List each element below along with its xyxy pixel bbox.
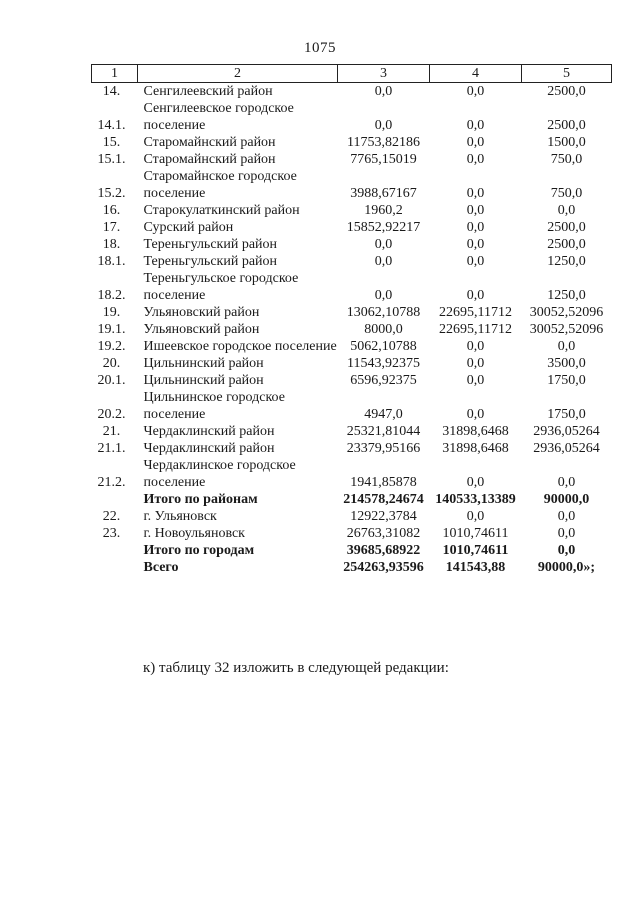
table-row xyxy=(92,270,612,304)
row-col-3: 11543,92375 xyxy=(347,356,420,371)
table-row xyxy=(92,321,612,338)
row-name: Тереньгульский район xyxy=(143,237,278,252)
row-col-4: 0,0 xyxy=(466,84,485,99)
row-col-3: 0,0 xyxy=(374,254,393,269)
row-col-3: 3988,67167 xyxy=(350,186,417,201)
row-name: Чердаклинский район xyxy=(143,424,275,439)
row-col-5: 0,0 xyxy=(557,543,576,558)
row-col-5: 750,0 xyxy=(550,152,583,167)
header-col-3: 3 xyxy=(338,65,430,83)
row-col-3: 4947,0 xyxy=(364,407,403,422)
row-col-5: 1250,0 xyxy=(547,254,586,269)
row-col-5: 1750,0 xyxy=(547,373,586,388)
row-number: 15.2. xyxy=(97,186,126,201)
row-number: 19.1. xyxy=(97,322,126,337)
row-col-4: 0,0 xyxy=(466,288,485,303)
table-row xyxy=(92,338,612,355)
table-row xyxy=(92,168,612,202)
footer-text: к) таблицу 32 изложить в следующей редакции: xyxy=(143,660,449,676)
table-row xyxy=(92,83,612,101)
row-name: Старомайнское городское поселение xyxy=(143,169,297,201)
table-row xyxy=(92,304,612,321)
header-col-4: 4 xyxy=(430,65,522,83)
row-col-3: 8000,0 xyxy=(364,322,403,337)
header-col-5: 5 xyxy=(522,65,612,83)
row-col-4: 0,0 xyxy=(466,152,485,167)
row-name: Итого по городам xyxy=(143,543,255,558)
table-row xyxy=(92,100,612,134)
row-col-3: 0,0 xyxy=(374,288,393,303)
row-col-5: 1750,0 xyxy=(547,407,586,422)
row-col-4: 22695,11712 xyxy=(439,322,512,337)
row-number: 20. xyxy=(102,356,121,371)
table-row xyxy=(92,219,612,236)
row-col-4: 0,0 xyxy=(466,186,485,201)
row-col-5: 1500,0 xyxy=(547,135,586,150)
row-col-3: 15852,92217 xyxy=(346,220,421,235)
row-col-3: 5062,10788 xyxy=(350,339,417,354)
row-col-5: 2936,05264 xyxy=(533,441,600,456)
row-number: 22. xyxy=(102,509,121,524)
table-row xyxy=(92,151,612,168)
row-name: Ишеевское городское поселение xyxy=(143,339,337,354)
row-col-3: 0,0 xyxy=(374,118,393,133)
row-number: 18. xyxy=(102,237,121,252)
row-col-3: 23379,95166 xyxy=(346,441,421,456)
row-name: Цильнинский район xyxy=(143,373,264,388)
row-col-4: 0,0 xyxy=(466,135,485,150)
row-number xyxy=(92,542,138,559)
row-name: г. Новоульяновск xyxy=(143,526,245,541)
row-name: Сенгилеевское городское поселение xyxy=(143,101,294,133)
row-name: Тереньгульский район xyxy=(143,254,278,269)
row-number: 23. xyxy=(102,526,121,541)
row-col-3: 0,0 xyxy=(374,84,393,99)
row-col-5: 750,0 xyxy=(550,186,583,201)
row-number: 19. xyxy=(102,305,121,320)
row-col-5: 0,0 xyxy=(557,339,576,354)
row-number: 17. xyxy=(102,220,121,235)
row-col-3: 25321,81044 xyxy=(346,424,421,439)
row-name: Итого по районам xyxy=(143,492,258,507)
row-name: Цильнинское городское поселение xyxy=(143,390,285,422)
row-col-4: 31898,6468 xyxy=(442,424,509,439)
row-col-3: 1941,85878 xyxy=(350,475,417,490)
row-col-5: 3500,0 xyxy=(547,356,586,371)
table-row xyxy=(92,559,612,576)
row-col-5: 2936,05264 xyxy=(533,424,600,439)
row-number: 18.2. xyxy=(97,288,126,303)
row-name: г. Ульяновск xyxy=(143,509,217,524)
row-col-5: 30052,52096 xyxy=(529,322,604,337)
row-col-5: 2500,0 xyxy=(547,220,586,235)
row-col-4: 0,0 xyxy=(466,254,485,269)
row-col-4: 141543,88 xyxy=(445,560,506,575)
row-name: Старомайнский район xyxy=(143,135,276,150)
row-col-5: 90000,0»; xyxy=(537,560,596,575)
header-col-1: 1 xyxy=(92,65,138,83)
row-col-4: 0,0 xyxy=(466,475,485,490)
row-name: Старокулаткинский район xyxy=(143,203,300,218)
row-number: 20.1. xyxy=(97,373,126,388)
row-name: Чердаклинский район xyxy=(143,441,275,456)
row-col-4: 31898,6468 xyxy=(442,441,509,456)
row-col-5: 0,0 xyxy=(557,203,576,218)
row-name: Старомайнский район xyxy=(143,152,276,167)
table-row xyxy=(92,236,612,253)
row-name: Ульяновский район xyxy=(143,322,260,337)
row-col-5: 2500,0 xyxy=(547,118,586,133)
row-number: 21.1. xyxy=(97,441,126,456)
table-row xyxy=(92,525,612,542)
row-col-4: 22695,11712 xyxy=(439,305,512,320)
row-number xyxy=(92,491,138,508)
row-number: 16. xyxy=(102,203,121,218)
data-table xyxy=(91,64,611,576)
table-row xyxy=(92,508,612,525)
row-number: 15. xyxy=(102,135,121,150)
row-col-3: 39685,68922 xyxy=(346,543,421,558)
row-col-3: 26763,31082 xyxy=(346,526,421,541)
row-col-5: 2500,0 xyxy=(547,237,586,252)
row-name: Цильнинский район xyxy=(143,356,264,371)
row-name: Сенгилеевский район xyxy=(143,84,273,99)
table-row xyxy=(92,202,612,219)
row-number: 18.1. xyxy=(97,254,126,269)
table-row xyxy=(92,355,612,372)
row-col-5: 0,0 xyxy=(557,509,576,524)
page-number: 1075 xyxy=(304,40,336,56)
row-col-3: 11753,82186 xyxy=(347,135,420,150)
row-col-4: 0,0 xyxy=(466,356,485,371)
row-col-4: 0,0 xyxy=(466,339,485,354)
row-col-4: 0,0 xyxy=(466,407,485,422)
row-col-5: 1250,0 xyxy=(547,288,586,303)
table-row xyxy=(92,423,612,440)
row-number: 21.2. xyxy=(97,475,126,490)
row-name: Ульяновский район xyxy=(143,305,260,320)
table-row xyxy=(92,372,612,389)
row-col-5: 0,0 xyxy=(557,526,576,541)
row-number: 14.1. xyxy=(97,118,126,133)
row-col-4: 0,0 xyxy=(466,203,485,218)
row-col-4: 0,0 xyxy=(466,237,485,252)
row-number: 14. xyxy=(102,84,121,99)
row-number xyxy=(92,559,138,576)
row-col-3: 254263,93596 xyxy=(343,560,424,575)
row-col-4: 0,0 xyxy=(466,509,485,524)
row-col-3: 0,0 xyxy=(374,237,393,252)
header-col-2: 2 xyxy=(138,65,338,83)
table-row xyxy=(92,440,612,457)
row-col-4: 0,0 xyxy=(466,118,485,133)
row-col-3: 12922,3784 xyxy=(350,509,417,524)
row-col-3: 13062,10788 xyxy=(346,305,421,320)
table-row xyxy=(92,491,612,508)
row-col-5: 90000,0 xyxy=(543,492,590,507)
row-name: Всего xyxy=(143,560,179,575)
row-number: 21. xyxy=(102,424,121,439)
row-number: 15.1. xyxy=(97,152,126,167)
table-row xyxy=(92,134,612,151)
row-name: Чердаклинское городское поселение xyxy=(143,458,296,490)
row-col-3: 7765,15019 xyxy=(350,152,417,167)
row-col-5: 30052,52096 xyxy=(529,305,604,320)
row-col-4: 1010,74611 xyxy=(442,526,509,541)
row-number: 20.2. xyxy=(97,407,126,422)
row-col-5: 2500,0 xyxy=(547,84,586,99)
row-col-3: 1960,2 xyxy=(364,203,403,218)
table-row xyxy=(92,253,612,270)
table-body xyxy=(92,83,612,577)
row-number: 19.2. xyxy=(97,339,126,354)
row-col-5: 0,0 xyxy=(557,475,576,490)
row-name: Тереньгульское городское поселение xyxy=(143,271,299,303)
row-col-4: 0,0 xyxy=(466,220,485,235)
row-col-4: 0,0 xyxy=(466,373,485,388)
row-name: Сурский район xyxy=(143,220,234,235)
row-col-4: 1010,74611 xyxy=(442,543,509,558)
table-row xyxy=(92,457,612,491)
table-row xyxy=(92,542,612,559)
row-col-3: 214578,24674 xyxy=(343,492,424,507)
table-header xyxy=(92,65,612,83)
row-col-3: 6596,92375 xyxy=(350,373,417,388)
table-row xyxy=(92,389,612,423)
row-col-4: 140533,13389 xyxy=(435,492,516,507)
